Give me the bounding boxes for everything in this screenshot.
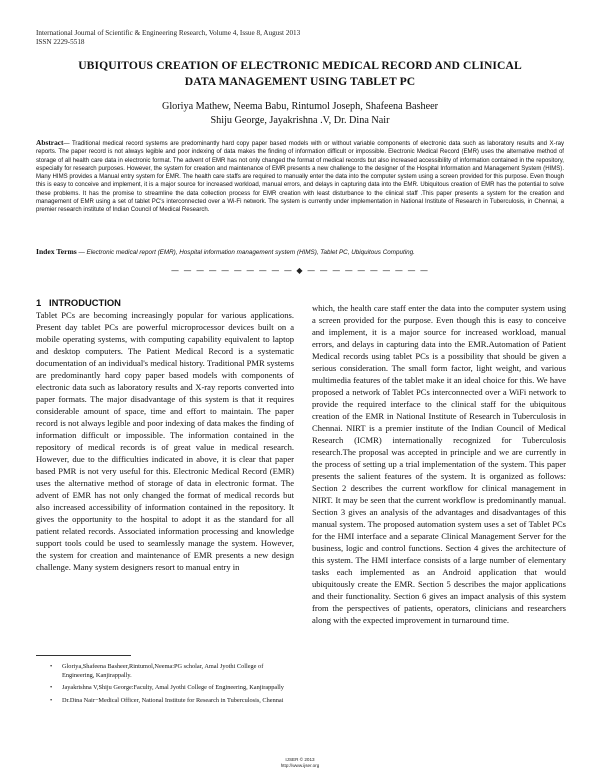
author-line-2: Shiju George, Jayakrishna .V, Dr. Dina Nair bbox=[210, 115, 390, 126]
footnote-item: • Dr.Dina Nair−Medical Officer, National Institute for Research in Tuberculosis, Chennai bbox=[50, 696, 294, 705]
abstract bbox=[36, 139, 564, 215]
index-terms: Index Terms — Electronic medical report (EMR), Hospital information management system (HIMS), Tablet PC, Ubiquitous Computing. bbox=[36, 247, 415, 256]
journal-issn: ISSN 2229-5518 bbox=[36, 38, 85, 47]
abstract-text: — Traditional medical record systems are predominantly hard copy paper based models with or without variable components of electronic data such as laboratory results and X-ray reports. The paper record is not always legible and poor indexing of data makes the finding of information difficult or impossible. Electronic Medical Record (EMR) uses the alternative method of storage of all health care data in electronic format. The advent of EMR has not only changed the format of medical records but also increased accessibility of information contained in the repository, especially for research purposes. However, the system for creation and maintenance of EMR presents a new challenge to the designer of the Hospital Information and Management System (HIMS). Many HIMS provides a Manual entry system for EMR. The health care staffs are required to manually enter the data into the computer system using a screen provided for this purpose. Even though this is easy to conceive and implement, it is a major source for increased workload, manual errors, and delays in capturing data into the EMR. Ubiquitous creation of EMR has the potential to solve these problems. It has the promise to streamline the data collection process for EMR creation with least disturbance to the clinical staff .This paper presents a system for the creation and management of EMR using a set of tablet PC's interconnected over a Wi-Fi network. The system is currently under implementation in National Institute of Research in Tuberculosis, in Chennai, a premier research institute of Indian Council of Medical Research. bbox=[36, 141, 564, 214]
footer-copyright: IJSER © 2013 bbox=[285, 757, 315, 762]
author-list bbox=[36, 100, 564, 128]
page-footer bbox=[0, 757, 600, 769]
footer-url[interactable]: http://www.ijser.org bbox=[280, 763, 320, 768]
footnote-item: • Jayakrishna V,Shiju George:Faculty, Amal Jyothi College of Engineering, Kanjirappally bbox=[50, 683, 294, 692]
body-column-left: Tablet PCs are becoming increasingly popular for various applications. Present day tablet PCs are powerful microprocessor devices built on a mobile operating systems, with computing capability equivalent to laptop and desktop computers. The Patient Medical Record is a systematic documentation of an individual's medical history. Traditional PMR systems are predominantly hard copy paper based models with components of electronic data such as laboratory results and X-ray reports converted into paper formats. The major disadvantage of this system is that it requires considerable amount of space, time and effort to maintain. The paper record is not always legible and poor indexing of data makes the finding of information difficult or impossible. The information contained in the repository of medical records is of great value in medical research. However, due to the difficulties indicated in above, it is clear that paper based PMR is not very useful for this. Electronic Medical Record (EMR) uses the alternative method of storage of data in electronic format. The advent of EMR has not only changed the format of medical records but also increased accessibility of information contained in the repository. It gives the opportunity to the hospital to adopt it as the standard for all patient related records. Associated information processing and knowledge support tools could be used to seamlessly manage the system. However, the system for creation and maintenance of EMR presents a new design challenge. Many system designers resort to manual entry in bbox=[36, 310, 294, 572]
journal-citation: International Journal of Scientific & Engineering Research, Volume 4, Issue 8, August 2013 bbox=[36, 29, 301, 37]
footnote-list bbox=[50, 662, 294, 708]
paper-title bbox=[36, 58, 564, 90]
footnote-rule bbox=[36, 655, 131, 656]
journal-header bbox=[36, 29, 300, 48]
section-heading bbox=[36, 297, 121, 308]
body-column-right: which, the health care staff enter the data into the computer system using a screen provided for the purpose. Even though this is easy to conceive and implement, it is a major source for increased workload, manual errors, and delays in capturing data into the EMR.Automation of Patient Medical records using tablet PCs is a possibility that should be given a serious consideration. The small form factor, light weight, and various multimedia features of the tablet make it an ideal choice for this. We have proposed a network of Tablet PCs interconnected over a WiFi network to provide the required interface to the clinical staff for the ubiquitous creation of the EMR in National Institute of Research in Tuberculosis in Chennai. NIRT is a premier institute of the Indian Council of Medical Research (ICMR) internationally recognized for Tuberculosis research.The proposal was accepted in principle and we are currently in the process of setting up a trial implementation of the system. This paper presents the salient features of the system. It is organized as follows: Section 2 describes the current workflow for clinical management in NIRT. It may be seen that the current workflow is predominantly manual. Section 3 gives an analysis of the advantages and disadvantages of this manual system. The proposed automation system uses a set of Tablet PCs for the HMI interface and a separate Clinical Management Server for the business, logic and control functions. Section 4 gives the architecture of this system. The HMI interface consists of a large number of elementary tasks each implemented as an Android application that would ubiquitously create the EMR. Section 5 describes the major applications and their functionality. Section 6 gives an impact analysis of this system from the perspectives of patients, operators, clinicians and researchers along with the expected improvement in turnaround time. bbox=[312, 303, 566, 625]
footnote-item: • Gloriya,Shafeena Basheer,Rintumol,Neema:PG scholar, Amal Jyothi College of Engineering, Kanjirappally. bbox=[50, 662, 294, 680]
section-divider: — — — — — — — — — — ◆ — — — — — — — — — — bbox=[170, 266, 429, 275]
paper-title-line-1: UBIQUITOUS CREATION OF ELECTRONIC MEDICAL RECORD AND CLINICAL bbox=[78, 59, 522, 72]
author-line-1: Gloriya Mathew, Neema Babu, Rintumol Joseph, Shafeena Basheer bbox=[161, 101, 439, 112]
section-title: INTRODUCTION bbox=[49, 297, 121, 308]
index-terms-label: Index Terms bbox=[36, 247, 77, 256]
paper-title-line-2: DATA MANAGEMENT USING TABLET PC bbox=[184, 75, 416, 88]
abstract-label: Abstract bbox=[36, 138, 64, 147]
section-number: 1 bbox=[36, 297, 42, 308]
index-terms-text: Electronic medical report (EMR), Hospital information management system (HIMS), Tablet PC, Ubiquitous Computing. bbox=[86, 249, 415, 256]
